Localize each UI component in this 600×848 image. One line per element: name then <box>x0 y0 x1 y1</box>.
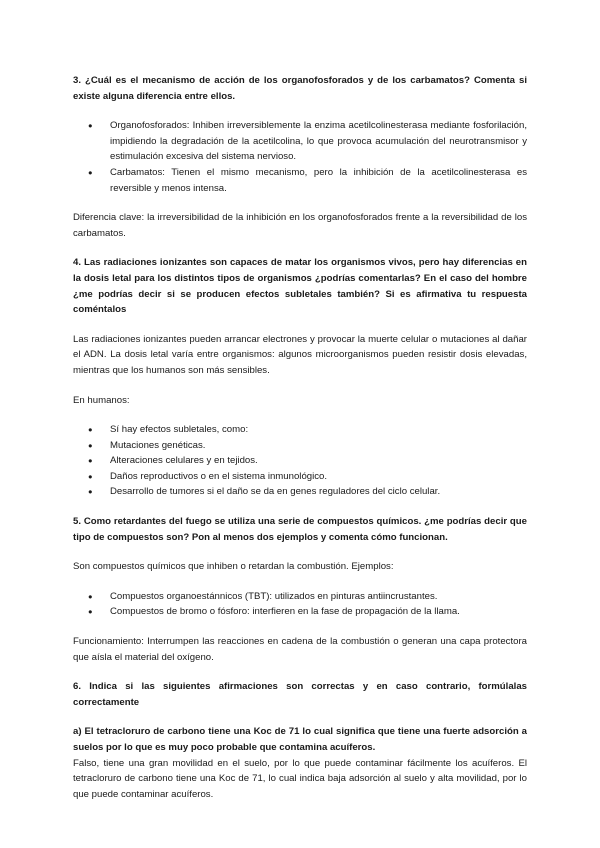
list-item: ● Organofosforados: Inhiben irreversiblemente la enzima acetilcolinesterasa mediante fosforilación, impidiendo la degradación de la acetilcolina, lo que provoca acumulación del neurotransmisor y estimulación excesiva del sistema nervioso. <box>73 118 527 165</box>
question-5-title: 5. Como retardantes del fuego se utiliza una serie de compuestos químicos. ¿me podrías decir que tipo de compuestos son? Pon al menos dos ejemplos y comenta cómo funcionan. <box>73 516 527 543</box>
question-4-bullet-list <box>73 422 527 500</box>
question-5-bullet-list <box>73 589 527 620</box>
question-6a-answer: Falso, tiene una gran movilidad en el suelo, por lo que puede contaminar fácilmente los acuíferos. El tetracloruro de carbono tiene una Koc de 71, lo cual indica baja adsorción al suelo y alta movilidad, por lo que puede contaminar acuíferos. <box>73 757 527 800</box>
question-4-humans-label: En humanos: <box>73 394 130 406</box>
list-item: ● Alteraciones celulares y en tejidos. <box>73 453 527 469</box>
list-item: ● Daños reproductivos o en el sistema inmunológico. <box>73 469 527 485</box>
list-item: ● Carbamatos: Tienen el mismo mecanismo, pero la inhibición de la acetilcolinesterasa es reversible y menos intensa. <box>73 165 527 196</box>
question-3-title: 3. ¿Cuál es el mecanismo de acción de los organofosforados y de los carbamatos? Comenta si existe alguna diferencia entre ellos. <box>73 75 527 102</box>
list-item: ● Compuestos de bromo o fósforo: interfieren en la fase de propagación de la llama. <box>73 604 527 620</box>
question-5-intro: Son compuestos químicos que inhiben o retardan la combustión. Ejemplos: <box>73 561 394 573</box>
list-item: ● Mutaciones genéticas. <box>73 438 527 454</box>
question-4-title: 4. Las radiaciones ionizantes son capaces de matar los organismos vivos, pero hay diferencias en la dosis letal para los distintos tipos de organismos ¿podrías comentarlas? En el caso del hombre ¿me podrías decir si se producen efectos subletales también? Si es afirmativa tu respuesta coméntalos <box>73 257 527 316</box>
question-6-title: 6. Indica si las siguientes afirmaciones son correctas y en caso contrario, formúlalas correctamente <box>73 681 527 708</box>
question-4-answer: Las radiaciones ionizantes pueden arrancar electrones y provocar la muerte celular o mutaciones al dañar el ADN. La dosis letal varía entre organismos: algunos microorganismos pueden resistir dosis elevadas, mientras que los humanos son más sensibles. <box>73 333 527 376</box>
list-item: ● Sí hay efectos subletales, como: <box>73 422 527 438</box>
question-3-bullet-list <box>73 118 527 196</box>
question-6a-statement: a) El tetracloruro de carbono tiene una Koc de 71 lo cual significa que tiene una fuerte adsorción a suelos por lo que es muy poco probable que contamina acuíferos. <box>73 726 527 753</box>
list-item: ● Compuestos organoestánnicos (TBT): utilizados en pinturas antiincrustantes. <box>73 589 527 605</box>
question-5-function: Funcionamiento: Interrumpen las reacciones en cadena de la combustión o generan una capa protectora que aísla el material del oxígeno. <box>73 636 527 663</box>
question-3-difference: Diferencia clave: la irreversibilidad de la inhibición en los organofosforados frente a la reversibilidad de los carbamatos. <box>73 212 527 239</box>
list-item: ● Desarrollo de tumores si el daño se da en genes reguladores del ciclo celular. <box>73 484 527 500</box>
